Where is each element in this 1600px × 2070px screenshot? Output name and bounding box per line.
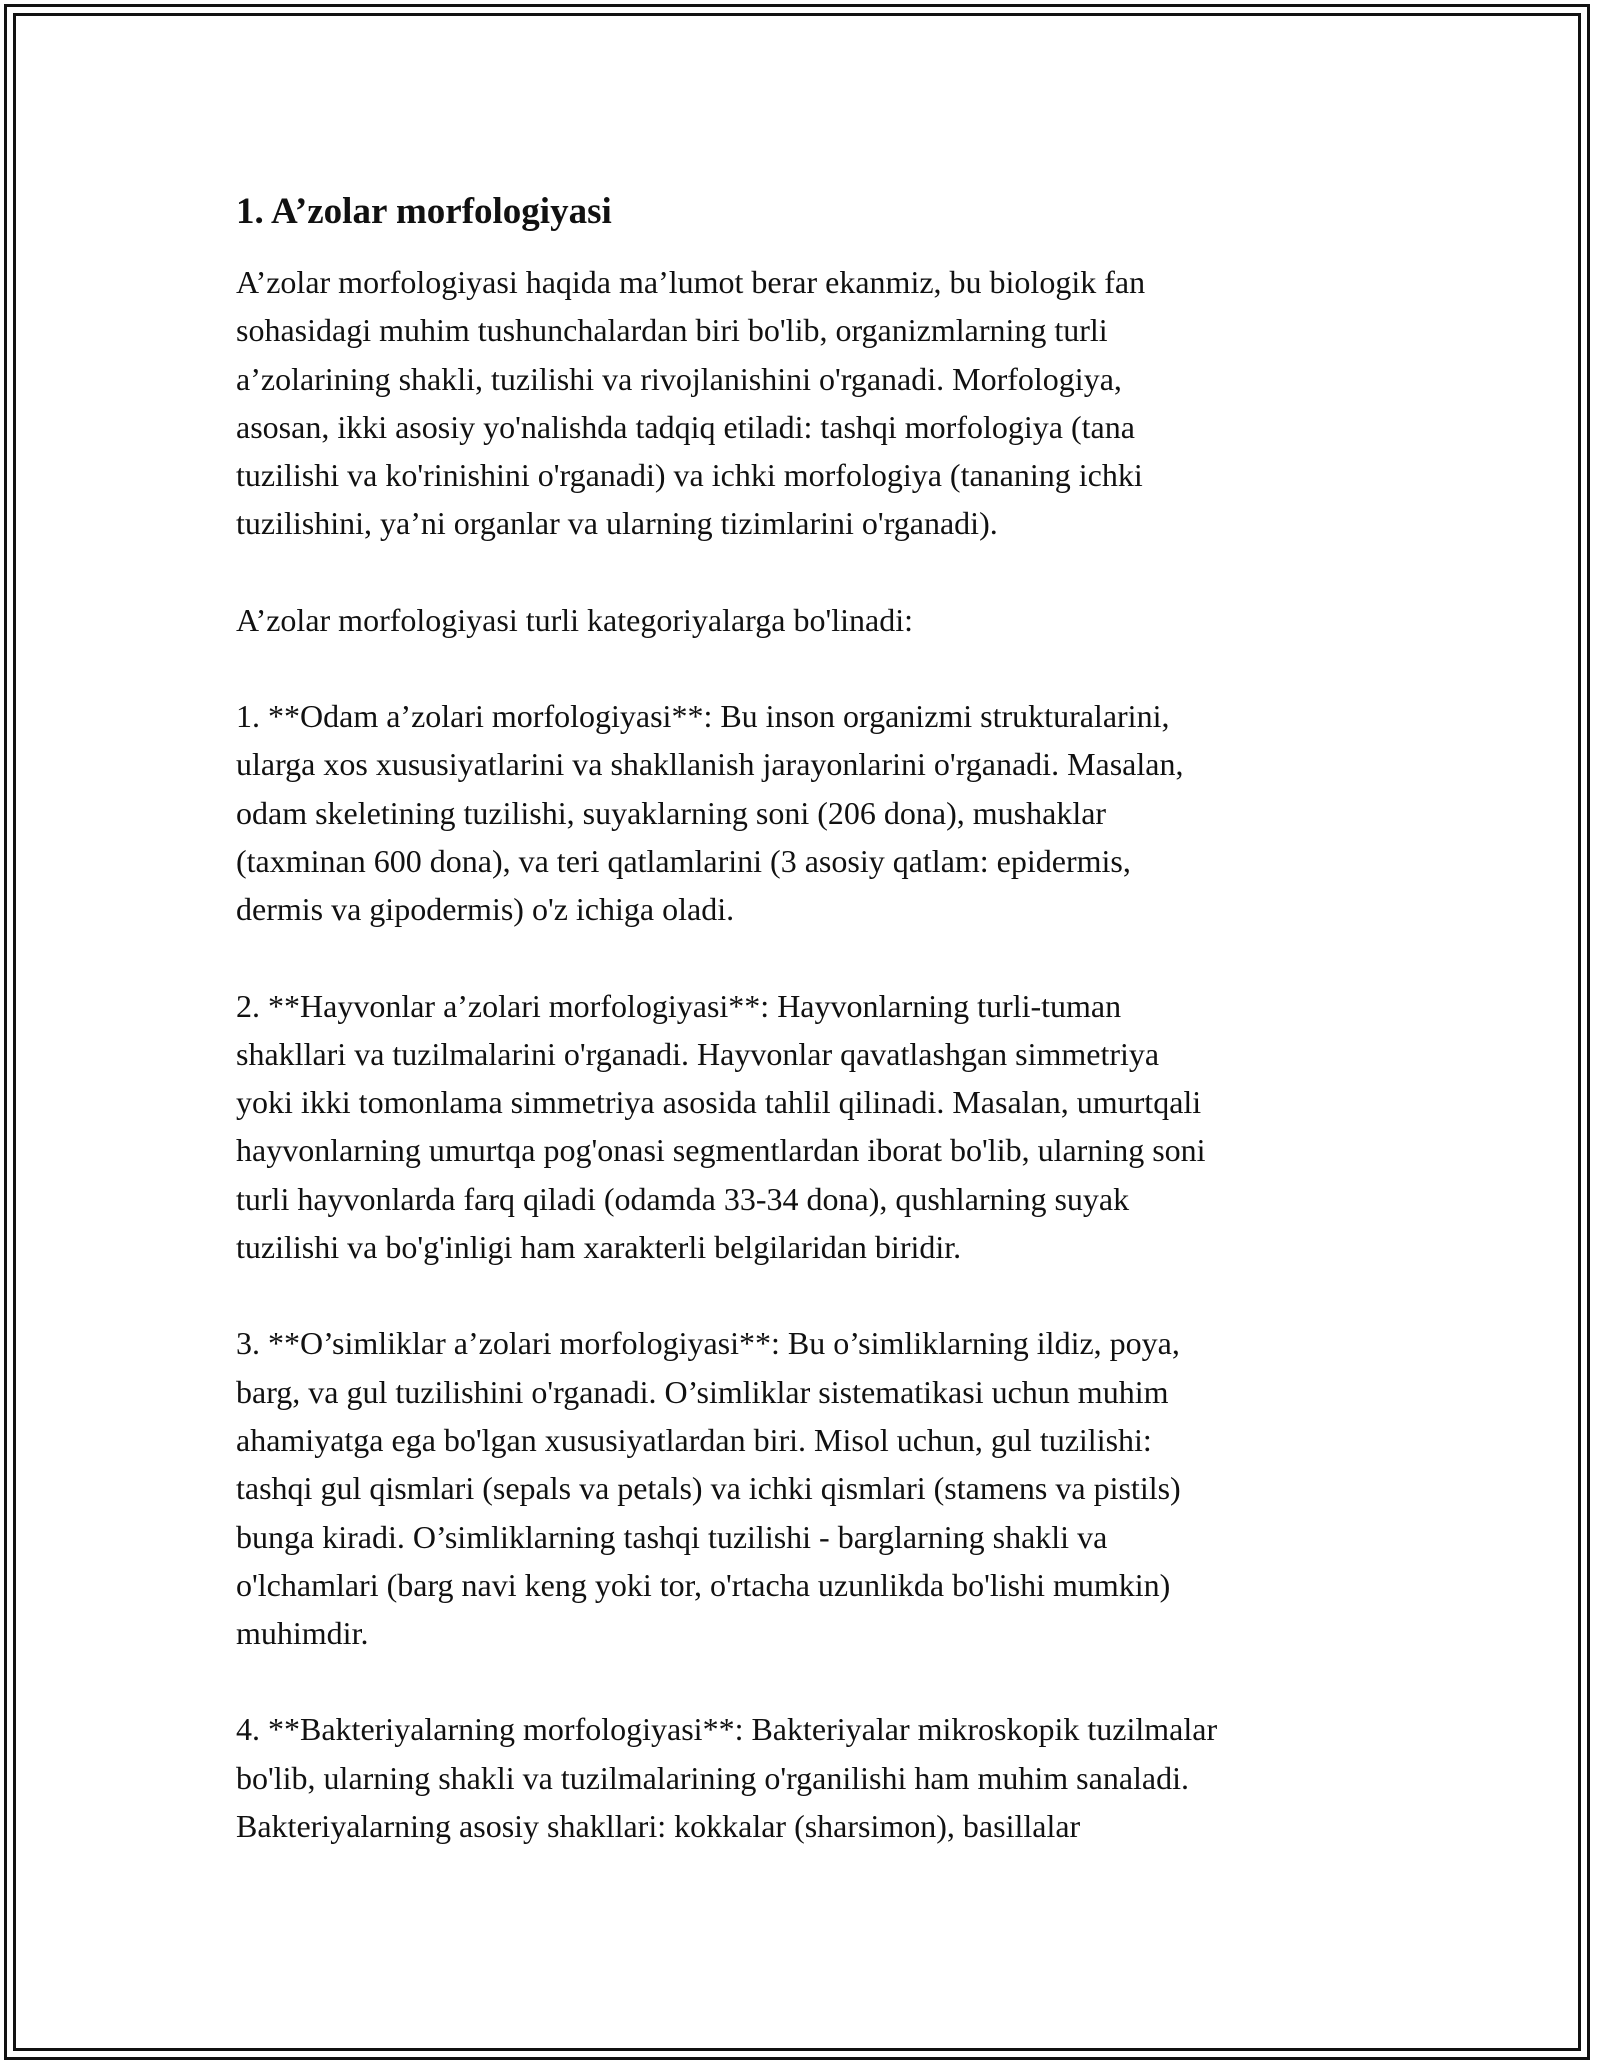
list-item-human: 1. **Odam a’zolari morfologiyasi**: Bu inson organizmi strukturalarini, ularga xos xususiyatlarini va shakllanish jarayonlarini o'rganadi. Masalan, odam skeletining tuzilishi, suyaklarning soni (206 dona), mushaklar (taxminan 600 dona), va teri qatlamlarini (3 asosiy qatlam: epidermis, dermis va gipodermis) o'z ichiga oladi.: [236, 698, 1184, 928]
list-item-bacteria: 4. **Bakteriyalarning morfologiyasi**: Bakteriyalar mikroskopik tuzilmalar bo'lib, ularning shakli va tuzilmalarining o'rganilishi ham muhim sanaladi. Bakteriyalarning asosiy shakllari: kokkalar (sharsimon), basillalar: [236, 1711, 1218, 1845]
list-item-animals: 2. **Hayvonlar a’zolari morfologiyasi**: Hayvonlarning turli-tuman shakllari va tuzilmalarini o'rganadi. Hayvonlar qavatlashgan simmetriya yoki ikki tomonlama simmetriya asosida tahlil qilinadi. Masalan, umurtqali hayvonlarning umurtqa pog'onasi segmentlardan iborat bo'lib, ularning soni turli hayvonlarda farq qiladi (odamda 33-34 dona), qushlarning suyak tuzilishi va bo'g'inligi ham xarakterli belgilaridan biridir.: [236, 987, 1206, 1266]
section-heading: 1. A’zolar morfologiyasi: [236, 191, 612, 232]
document-body: [236, 188, 1376, 1850]
list-item-plants: 3. **O’simliklar a’zolari morfologiyasi**: Bu o’simliklarning ildiz, poya, barg, va gul tuzilishini o'rganadi. O’simliklar sistematikasi uchun muhim ahamiyatga ega bo'lgan xususiyatlardan biri. Misol uchun, gul tuzilishi: tashqi gul qismlari (sepals va petals) va ichki qismlari (stamens va pistils) bunga kiradi. O’simliklarning tashqi tuzilishi - barglarning shakli va o'lchamlari (barg navi keng yoki tor, o'rtacha uzunlikda bo'lishi mumkin) muhimdir.: [236, 1325, 1181, 1652]
paragraph-intro: A’zolar morfologiyasi haqida ma’lumot berar ekanmiz, bu biologik fan sohasidagi muhim tushunchalardan biri bo'lib, organizmlarning turli a’zolarining shakli, tuzilishi va rivojlanishini o'rganadi. Morfologiya, asosan, ikki asosiy yo'nalishda tadqiq etiladi: tashqi morfologiya (tana tuzilishi va ko'rinishini o'rganadi) va ichki morfologiya (tananing ichki tuzilishini, ya’ni organlar va ularning tizimlarini o'rganadi).: [236, 264, 1146, 542]
paragraph-categories: A’zolar morfologiyasi turli kategoriyalarga bo'linadi:: [236, 601, 913, 638]
